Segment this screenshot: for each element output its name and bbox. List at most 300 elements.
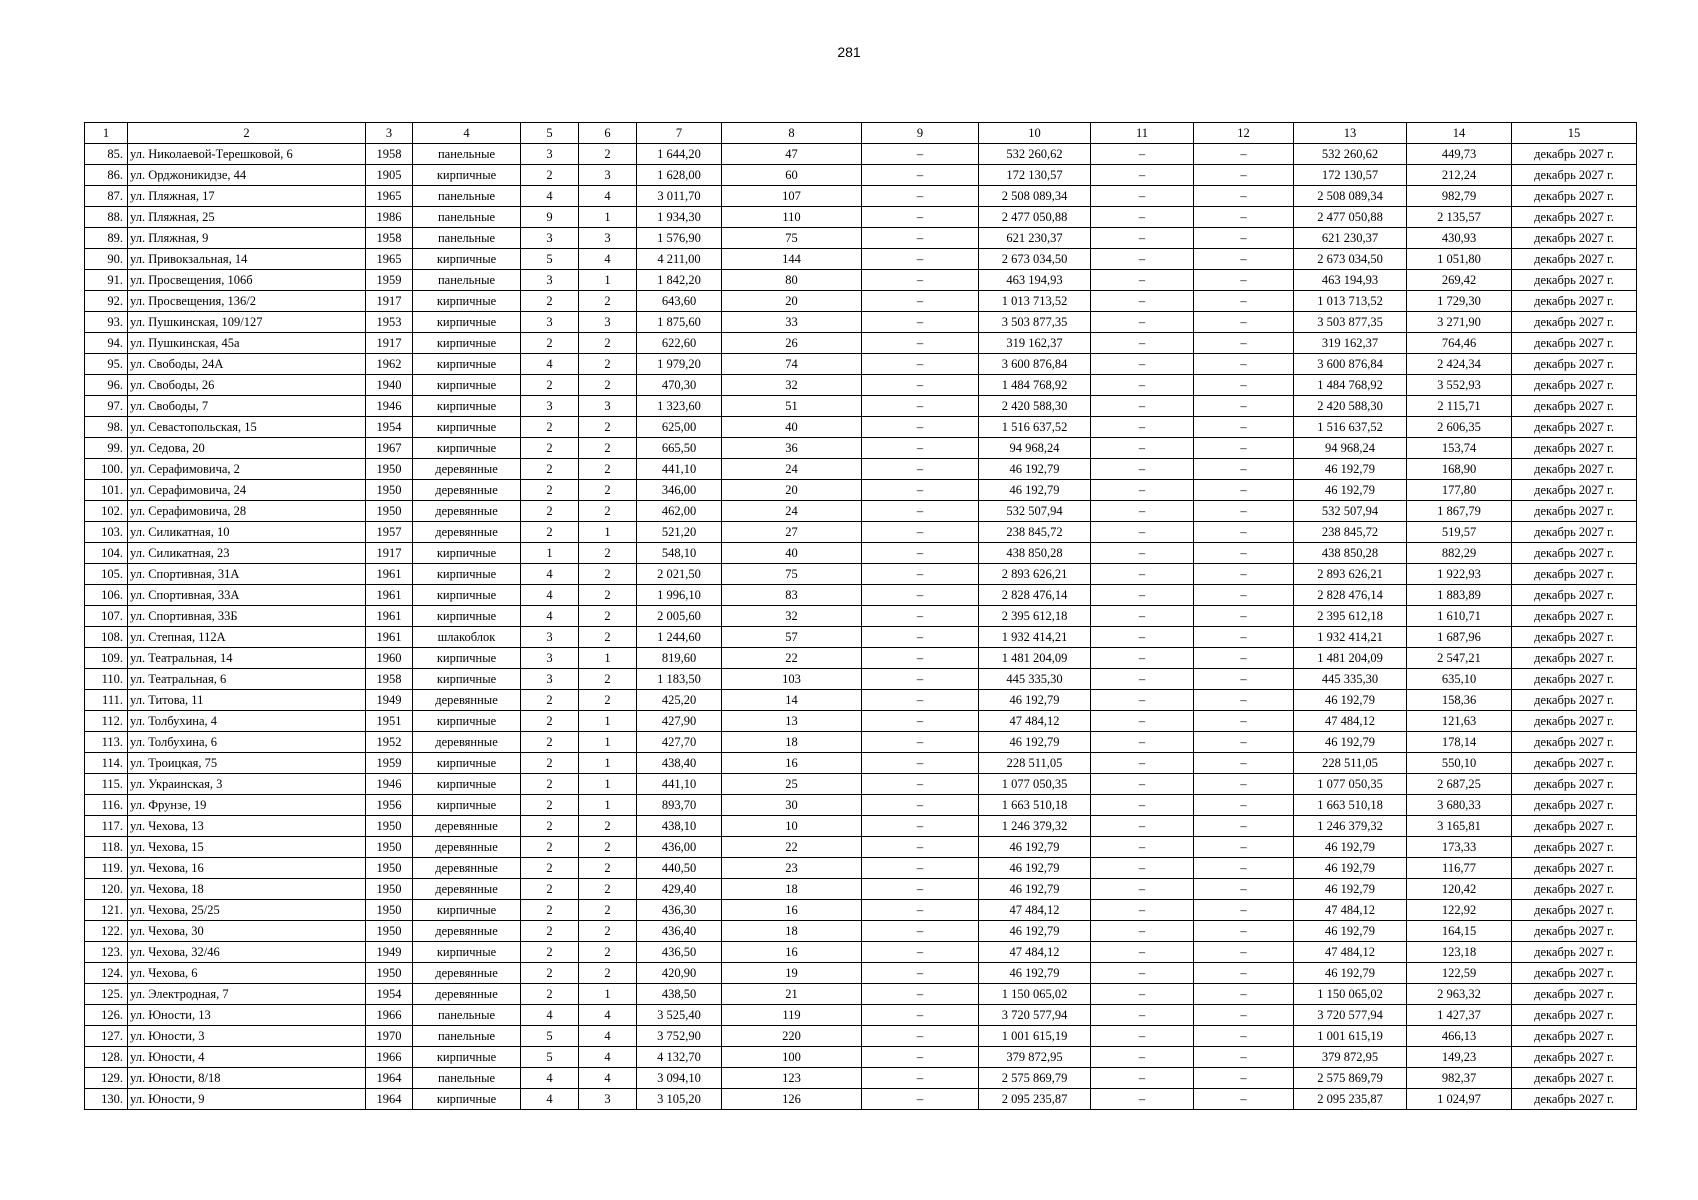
table-row (85, 333, 1637, 354)
table-cell: – (1091, 1047, 1194, 1068)
table-cell: – (1091, 1068, 1194, 1089)
table-cell: – (1091, 732, 1194, 753)
table-cell: ул. Троицкая, 75 (128, 753, 366, 774)
table-cell: – (1091, 606, 1194, 627)
table-cell: 3 (579, 165, 637, 186)
table-cell: 2 606,35 (1407, 417, 1512, 438)
table-cell: 46 192,79 (1294, 879, 1407, 900)
table-cell: 97. (85, 396, 128, 417)
table-cell: кирпичные (413, 795, 521, 816)
table-cell: кирпичные (413, 396, 521, 417)
table-cell: 2 963,32 (1407, 984, 1512, 1005)
table-cell: 1 (579, 732, 637, 753)
table-cell: – (1194, 753, 1294, 774)
table-cell: 18 (722, 879, 862, 900)
table-cell: – (1091, 249, 1194, 270)
table-cell: 1 (579, 270, 637, 291)
table-cell: 122,59 (1407, 963, 1512, 984)
table-cell: 1 663 510,18 (979, 795, 1091, 816)
table-cell: 2 (579, 816, 637, 837)
table-cell: – (1091, 312, 1194, 333)
table-row (85, 837, 1637, 858)
table-cell: 110. (85, 669, 128, 690)
table-cell: – (862, 165, 979, 186)
table-cell: 1958 (366, 228, 413, 249)
table-cell: – (1194, 186, 1294, 207)
table-cell: – (862, 501, 979, 522)
table-cell: 46 192,79 (979, 879, 1091, 900)
table-cell: – (862, 900, 979, 921)
table-cell: 1 051,80 (1407, 249, 1512, 270)
table-cell: 1 663 510,18 (1294, 795, 1407, 816)
table-cell: 521,20 (637, 522, 722, 543)
table-cell: 2 575 869,79 (979, 1068, 1091, 1089)
table-cell: 102. (85, 501, 128, 522)
table-cell: 1 001 615,19 (979, 1026, 1091, 1047)
table-cell: 112. (85, 711, 128, 732)
table-cell: 3 552,93 (1407, 375, 1512, 396)
table-cell: декабрь 2027 г. (1512, 900, 1637, 921)
table-cell: 124. (85, 963, 128, 984)
table-cell: 3 (521, 228, 579, 249)
table-cell: 130. (85, 1089, 128, 1110)
table-cell: 2 (579, 501, 637, 522)
table-cell: – (1194, 459, 1294, 480)
table-cell: 120. (85, 879, 128, 900)
table-cell: ул. Украинская, 3 (128, 774, 366, 795)
table-cell: 3 (521, 648, 579, 669)
table-cell: 87. (85, 186, 128, 207)
table-cell: 2 (521, 753, 579, 774)
table-cell: 3 (579, 228, 637, 249)
table-row (85, 606, 1637, 627)
table-cell: 3 271,90 (1407, 312, 1512, 333)
table-cell: деревянные (413, 858, 521, 879)
table-row (85, 438, 1637, 459)
table-cell: 4 (521, 186, 579, 207)
table-cell: 4 (521, 1005, 579, 1026)
column-header: 7 (637, 123, 722, 144)
table-cell: 2 095 235,87 (979, 1089, 1091, 1110)
table-cell: 622,60 (637, 333, 722, 354)
table-cell: декабрь 2027 г. (1512, 690, 1637, 711)
table-cell: 21 (722, 984, 862, 1005)
table-cell: 153,74 (1407, 438, 1512, 459)
table-cell: 116,77 (1407, 858, 1512, 879)
table-cell: 40 (722, 417, 862, 438)
table-cell: кирпичные (413, 1047, 521, 1068)
table-cell: ул. Привокзальная, 14 (128, 249, 366, 270)
table-cell: 106. (85, 585, 128, 606)
table-cell: 1940 (366, 375, 413, 396)
table-cell: 22 (722, 837, 862, 858)
table-cell: 1956 (366, 795, 413, 816)
table-cell: 665,50 (637, 438, 722, 459)
column-header: 4 (413, 123, 521, 144)
table-cell: 4 132,70 (637, 1047, 722, 1068)
table-cell: 532 260,62 (979, 144, 1091, 165)
table-row (85, 648, 1637, 669)
table-cell: 2 095 235,87 (1294, 1089, 1407, 1110)
table-cell: 2 (579, 291, 637, 312)
table-cell: 2 (579, 417, 637, 438)
table-cell: 427,70 (637, 732, 722, 753)
table-cell: ул. Спортивная, 33Б (128, 606, 366, 627)
table-cell: 2 (521, 501, 579, 522)
table-cell: деревянные (413, 459, 521, 480)
table-cell: 46 192,79 (979, 837, 1091, 858)
table-cell: – (1194, 438, 1294, 459)
table-cell: 2 (521, 879, 579, 900)
table-cell: – (1091, 1089, 1194, 1110)
table-cell: кирпичные (413, 942, 521, 963)
table-cell: панельные (413, 1026, 521, 1047)
table-cell: 13 (722, 711, 862, 732)
table-cell: 1 922,93 (1407, 564, 1512, 585)
table-cell: 46 192,79 (979, 690, 1091, 711)
table-cell: 1 (579, 984, 637, 1005)
table-cell: деревянные (413, 501, 521, 522)
table-row (85, 144, 1637, 165)
table-cell: – (1091, 438, 1194, 459)
table-cell: 119 (722, 1005, 862, 1026)
table-cell: панельные (413, 270, 521, 291)
table-cell: декабрь 2027 г. (1512, 543, 1637, 564)
table-cell: 1961 (366, 606, 413, 627)
table-cell: 3 600 876,84 (1294, 354, 1407, 375)
table-cell: 2 (579, 375, 637, 396)
table-cell: 75 (722, 564, 862, 585)
table-row (85, 858, 1637, 879)
table-cell: 74 (722, 354, 862, 375)
table-cell: ул. Юности, 3 (128, 1026, 366, 1047)
table-cell: 16 (722, 753, 862, 774)
table-cell: 1 932 414,21 (979, 627, 1091, 648)
table-cell: 113. (85, 732, 128, 753)
table-row (85, 963, 1637, 984)
table-cell: 30 (722, 795, 862, 816)
table-cell: 47 484,12 (1294, 942, 1407, 963)
table-cell: кирпичные (413, 711, 521, 732)
table-cell: ул. Юности, 4 (128, 1047, 366, 1068)
table-cell: – (862, 690, 979, 711)
table-cell: 117. (85, 816, 128, 837)
table-cell: 436,50 (637, 942, 722, 963)
table-cell: 119. (85, 858, 128, 879)
table-cell: – (862, 459, 979, 480)
table-cell: – (1091, 753, 1194, 774)
table-cell: 1 516 637,52 (979, 417, 1091, 438)
table-cell: 463 194,93 (979, 270, 1091, 291)
table-cell: 16 (722, 942, 862, 963)
table-cell: 32 (722, 606, 862, 627)
table-cell: 47 484,12 (979, 942, 1091, 963)
table-cell: 91. (85, 270, 128, 291)
table-cell: 94 968,24 (1294, 438, 1407, 459)
table-cell: – (1194, 795, 1294, 816)
table-cell: 90. (85, 249, 128, 270)
table-cell: панельные (413, 207, 521, 228)
table-cell: – (1194, 1089, 1294, 1110)
table-cell: 1950 (366, 501, 413, 522)
table-cell: декабрь 2027 г. (1512, 606, 1637, 627)
table-cell: 1 576,90 (637, 228, 722, 249)
table-cell: 2 395 612,18 (1294, 606, 1407, 627)
table-cell: декабрь 2027 г. (1512, 333, 1637, 354)
table-cell: 2 135,57 (1407, 207, 1512, 228)
table-cell: 2 (521, 837, 579, 858)
table-cell: 3 720 577,94 (979, 1005, 1091, 1026)
table-cell: – (1091, 984, 1194, 1005)
table-cell: 3 (521, 627, 579, 648)
table-row (85, 690, 1637, 711)
table-cell: 1 481 204,09 (1294, 648, 1407, 669)
table-row (85, 669, 1637, 690)
table-cell: ул. Орджоникидзе, 44 (128, 165, 366, 186)
table-cell: 621 230,37 (979, 228, 1091, 249)
table-cell: ул. Пушкинская, 109/127 (128, 312, 366, 333)
table-cell: 168,90 (1407, 459, 1512, 480)
table-cell: 33 (722, 312, 862, 333)
table-cell: – (1194, 417, 1294, 438)
table-cell: 2 547,21 (1407, 648, 1512, 669)
table-cell: 2 (579, 963, 637, 984)
table-cell: – (862, 186, 979, 207)
table-cell: 1957 (366, 522, 413, 543)
table-cell: 1 077 050,35 (979, 774, 1091, 795)
table-cell: кирпичные (413, 165, 521, 186)
table-cell: 123. (85, 942, 128, 963)
table-cell: 438 850,28 (979, 543, 1091, 564)
table-cell: кирпичные (413, 333, 521, 354)
table-cell: 46 192,79 (979, 459, 1091, 480)
table-cell: 5 (521, 249, 579, 270)
table-cell: ул. Чехова, 6 (128, 963, 366, 984)
table-cell: ул. Серафимовича, 2 (128, 459, 366, 480)
table-cell: – (862, 312, 979, 333)
table-cell: 111. (85, 690, 128, 711)
table-cell: 548,10 (637, 543, 722, 564)
table-cell: 2 (521, 333, 579, 354)
table-cell: 47 484,12 (1294, 711, 1407, 732)
table-cell: шлакоблок (413, 627, 521, 648)
table-cell: панельные (413, 144, 521, 165)
table-cell: кирпичные (413, 543, 521, 564)
table-cell: 462,00 (637, 501, 722, 522)
table-cell: 4 (521, 1089, 579, 1110)
table-cell: 94 968,24 (979, 438, 1091, 459)
table-cell: декабрь 2027 г. (1512, 879, 1637, 900)
table-row (85, 270, 1637, 291)
table-row (85, 711, 1637, 732)
table-row (85, 564, 1637, 585)
table-cell: 1949 (366, 942, 413, 963)
table-cell: 1961 (366, 564, 413, 585)
table-cell: 1950 (366, 480, 413, 501)
table-cell: ул. Пляжная, 17 (128, 186, 366, 207)
table-cell: 1950 (366, 816, 413, 837)
table-cell: 46 192,79 (1294, 963, 1407, 984)
table-cell: декабрь 2027 г. (1512, 438, 1637, 459)
table-cell: декабрь 2027 г. (1512, 837, 1637, 858)
table-cell: 438,10 (637, 816, 722, 837)
table-cell: декабрь 2027 г. (1512, 858, 1637, 879)
column-header: 9 (862, 123, 979, 144)
table-cell: 20 (722, 480, 862, 501)
table-cell: 429,40 (637, 879, 722, 900)
table-cell: – (862, 984, 979, 1005)
table-row (85, 879, 1637, 900)
table-cell: декабрь 2027 г. (1512, 1047, 1637, 1068)
table-cell: 550,10 (1407, 753, 1512, 774)
table-cell: 121,63 (1407, 711, 1512, 732)
table-cell: 4 (521, 354, 579, 375)
table-cell: – (1194, 984, 1294, 1005)
table-cell: 107. (85, 606, 128, 627)
table-cell: 1 024,97 (1407, 1089, 1512, 1110)
table-cell: 25 (722, 774, 862, 795)
table-cell: 2 420 588,30 (979, 396, 1091, 417)
table-cell: декабрь 2027 г. (1512, 522, 1637, 543)
table-cell: декабрь 2027 г. (1512, 564, 1637, 585)
table-cell: 1 996,10 (637, 585, 722, 606)
table-cell: 4 (579, 1005, 637, 1026)
table-cell: 1 246 379,32 (979, 816, 1091, 837)
table-cell: – (1194, 648, 1294, 669)
table-row (85, 228, 1637, 249)
table-cell: 1 183,50 (637, 669, 722, 690)
table-cell: 625,00 (637, 417, 722, 438)
table-cell: 47 484,12 (979, 711, 1091, 732)
table-cell: 1959 (366, 270, 413, 291)
table-cell: – (1194, 564, 1294, 585)
table-cell: 4 (579, 1026, 637, 1047)
table-cell: деревянные (413, 732, 521, 753)
table-cell: – (1194, 543, 1294, 564)
table-cell: 47 (722, 144, 862, 165)
table-cell: 126. (85, 1005, 128, 1026)
table-cell: – (862, 1068, 979, 1089)
table-cell: 1917 (366, 333, 413, 354)
table-cell: – (862, 144, 979, 165)
table-cell: 46 192,79 (1294, 921, 1407, 942)
table-cell: декабрь 2027 г. (1512, 774, 1637, 795)
table-cell: 1986 (366, 207, 413, 228)
table-cell: 2 (521, 291, 579, 312)
table-cell: – (862, 417, 979, 438)
table-cell: – (1091, 879, 1194, 900)
table-cell: декабрь 2027 г. (1512, 921, 1637, 942)
table-cell: декабрь 2027 г. (1512, 732, 1637, 753)
table-cell: – (1194, 165, 1294, 186)
table-cell: декабрь 2027 г. (1512, 627, 1637, 648)
table-cell: декабрь 2027 г. (1512, 753, 1637, 774)
table-cell: 1 150 065,02 (979, 984, 1091, 1005)
table-row (85, 186, 1637, 207)
table-cell: 1964 (366, 1089, 413, 1110)
table-cell: кирпичные (413, 648, 521, 669)
table-cell: деревянные (413, 984, 521, 1005)
table-cell: – (1194, 249, 1294, 270)
table-row (85, 942, 1637, 963)
table-cell: 1 628,00 (637, 165, 722, 186)
table-cell: 46 192,79 (979, 921, 1091, 942)
table-cell: – (862, 1089, 979, 1110)
table-cell: – (862, 354, 979, 375)
table-cell: 1964 (366, 1068, 413, 1089)
table-cell: 3 (579, 396, 637, 417)
table-cell: 449,73 (1407, 144, 1512, 165)
table-row (85, 732, 1637, 753)
table-cell: 238 845,72 (979, 522, 1091, 543)
table-cell: ул. Театральная, 6 (128, 669, 366, 690)
table-cell: деревянные (413, 522, 521, 543)
table-row (85, 375, 1637, 396)
table-cell: – (1091, 711, 1194, 732)
table-cell: 2 477 050,88 (979, 207, 1091, 228)
table-cell: 3 525,40 (637, 1005, 722, 1026)
column-header: 11 (1091, 123, 1194, 144)
table-cell: 220 (722, 1026, 862, 1047)
table-cell: 1 (579, 648, 637, 669)
table-cell: декабрь 2027 г. (1512, 249, 1637, 270)
table-cell: 164,15 (1407, 921, 1512, 942)
table-row (85, 585, 1637, 606)
table-cell: 1950 (366, 900, 413, 921)
column-header: 1 (85, 123, 128, 144)
table-cell: 2 395 612,18 (979, 606, 1091, 627)
table-cell: 47 484,12 (979, 900, 1091, 921)
table-cell: 819,60 (637, 648, 722, 669)
table-cell: 982,37 (1407, 1068, 1512, 1089)
table-cell: кирпичные (413, 585, 521, 606)
table-cell: 101. (85, 480, 128, 501)
table-cell: – (862, 291, 979, 312)
table-cell: 3 105,20 (637, 1089, 722, 1110)
table-cell: 2 021,50 (637, 564, 722, 585)
table-cell: ул. Пляжная, 25 (128, 207, 366, 228)
table-cell: – (1194, 207, 1294, 228)
table-cell: 177,80 (1407, 480, 1512, 501)
table-cell: 1 979,20 (637, 354, 722, 375)
table-cell: 51 (722, 396, 862, 417)
table-cell: – (1091, 480, 1194, 501)
table-cell: 9 (521, 207, 579, 228)
table-cell: 346,00 (637, 480, 722, 501)
table-cell: 1 481 204,09 (979, 648, 1091, 669)
table-cell: 420,90 (637, 963, 722, 984)
table-cell: 85. (85, 144, 128, 165)
table-cell: ул. Титова, 11 (128, 690, 366, 711)
table-cell: 2 (521, 816, 579, 837)
table-cell: декабрь 2027 г. (1512, 375, 1637, 396)
table-cell: 27 (722, 522, 862, 543)
table-body (85, 144, 1637, 1110)
table-cell: – (862, 816, 979, 837)
table-cell: декабрь 2027 г. (1512, 270, 1637, 291)
table-cell: 2 (521, 942, 579, 963)
table-cell: 46 192,79 (979, 732, 1091, 753)
table-cell: ул. Чехова, 16 (128, 858, 366, 879)
table-row (85, 816, 1637, 837)
table-cell: 3 752,90 (637, 1026, 722, 1047)
table-cell: 122,92 (1407, 900, 1512, 921)
page-number: 281 (837, 44, 861, 60)
table-cell: ул. Пляжная, 9 (128, 228, 366, 249)
table-cell: 96. (85, 375, 128, 396)
table-cell: 4 (521, 585, 579, 606)
table-cell: – (1194, 963, 1294, 984)
